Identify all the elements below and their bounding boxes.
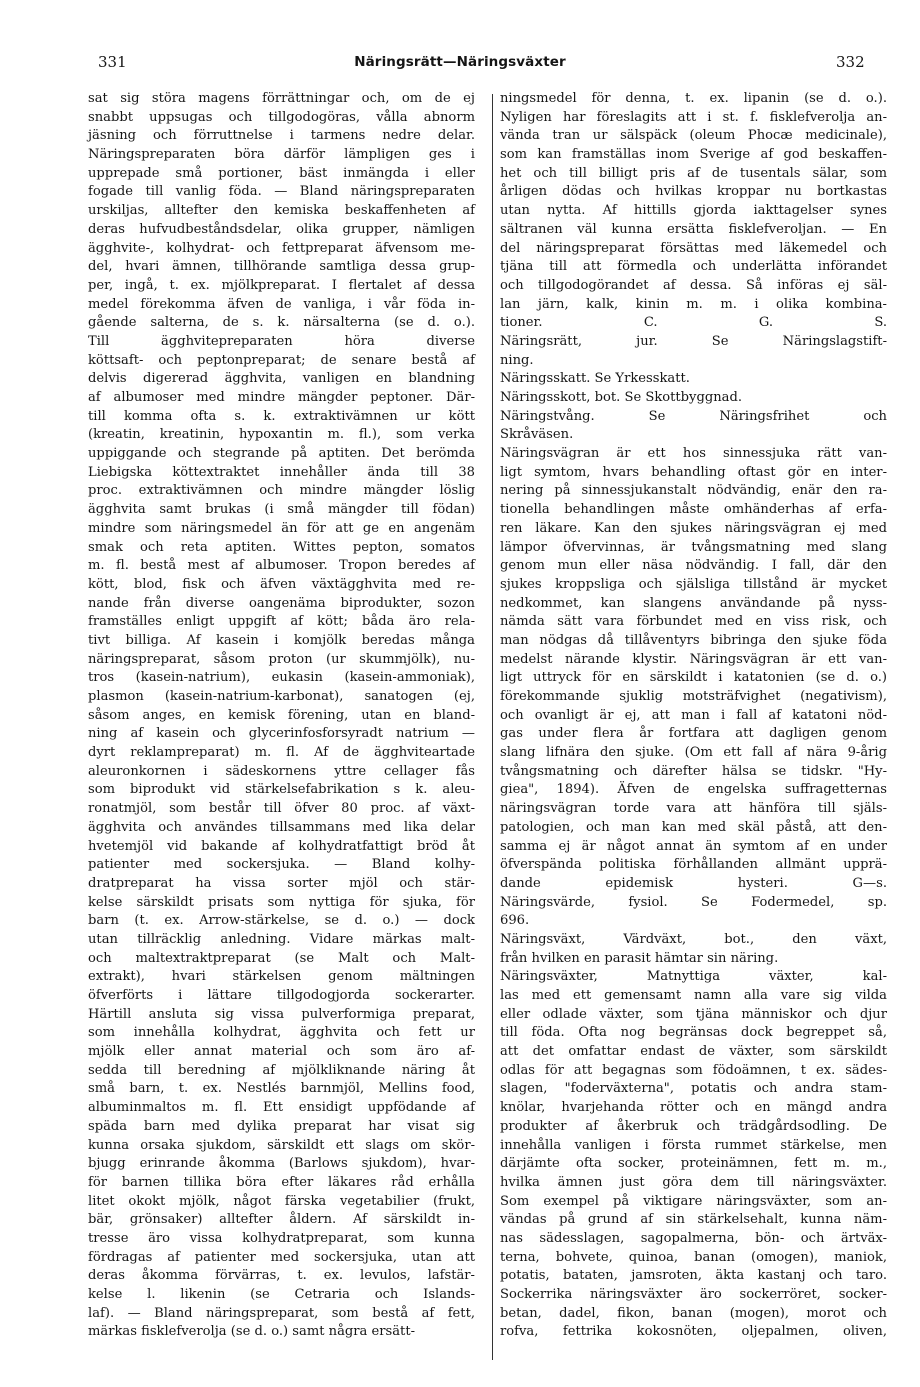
- text-line: man nödgas då tillåventyrs bibringa den sjuke föda: [500, 632, 887, 648]
- text-line: därjämte ofta socker, proteinämnen, fett m. m.,: [500, 1156, 887, 1172]
- text-line: Näringspreparaten böra därför lämpligen ges i: [88, 147, 475, 163]
- text-line: produkter af åkerbruk och trädgårdsodling. De: [500, 1118, 887, 1134]
- text-line: öfverförts i lättare tillgodogjorda sockerarter.: [88, 988, 475, 1003]
- text-line: del näringspreparat försättas med läkemedel och: [500, 240, 887, 256]
- text-line: medel förekomma äfven de vanliga, i vår föda in-: [88, 296, 475, 312]
- text-line: extrakt), hvari stärkelsen genom mältningen: [88, 969, 475, 985]
- text-line: vändas på grund af sin stärkelsehalt, kunna näm-: [500, 1212, 887, 1228]
- text-line: odlas för att begagnas som födoämnen, t ex. sädes-: [500, 1062, 887, 1078]
- text-line: terna, bohvete, quinoa, banan (omogen), maniok,: [500, 1249, 887, 1265]
- text-line: nedkommet, kan slangens användande på nyss-: [500, 595, 887, 611]
- text-line: genom mun eller näsa nödvändig. I fall, där den: [500, 558, 887, 574]
- text-line: patologien, och man kan med skäl påstå, att den-: [500, 819, 887, 835]
- text-line: snabbt uppsugas och tillgodogöras, vålla abnorm: [88, 109, 475, 125]
- text-line: utan tillräcklig anledning. Vidare märkas malt-: [88, 931, 475, 947]
- text-line: Näringsväxter, Matnyttiga växter, kal-: [500, 969, 887, 985]
- text-line: Näringsskatt. Se Yrkesskatt.: [500, 371, 690, 387]
- text-line: lan järn, kalk, kinin m. m. i olika kombina-: [500, 296, 887, 312]
- text-line: delvis digererad ägghvita, vanligen en blandning: [88, 371, 475, 387]
- text-line: albuminmaltos m. fl. Ett ensidigt uppfödande af: [88, 1100, 475, 1116]
- text-line: kött, blod, fisk och äfven växtägghvita med re-: [88, 576, 475, 592]
- text-line: såsom anges, en kemisk förening, utan en bland-: [88, 707, 475, 723]
- text-line: medelst närande klystir. Näringsvägran är ett van-: [500, 651, 887, 667]
- text-line: het och till billigt pris af de tusentals sälar, som: [500, 165, 887, 181]
- text-line: ning.: [500, 352, 534, 368]
- text-line: litet okokt mjölk, något färska vegetabilier (frukt,: [88, 1193, 475, 1209]
- text-line: och ovanligt är ej, att man i fall af katatoni nöd-: [500, 707, 887, 723]
- text-line: Nyligen har föreslagits att i st. f. fisklefverolja an-: [500, 109, 887, 125]
- text-line: Skråväsen.: [500, 427, 574, 443]
- text-line: utan nytta. Af hittills gjorda iakttagelser synes: [500, 203, 887, 219]
- text-line: per, ingå, t. ex. mjölkpreparat. I flertalet af dessa: [88, 277, 475, 293]
- text-line: små barn, t. ex. Nestlés barnmjöl, Mellins food,: [88, 1081, 475, 1097]
- text-line: gas under flera år fortfara att dagligen genom: [500, 726, 887, 742]
- text-line: näringspreparat, såsom proton (ur skummjölk), nu-: [88, 651, 475, 667]
- text-line: lämpor öfvervinnas, är tvångsmatning med slang: [500, 539, 887, 555]
- text-line: Liebigska köttextraktet innehåller ända till 38: [88, 464, 475, 480]
- text-line: Näringsväxt, Värdväxt, bot., den växt,: [500, 931, 887, 947]
- text-line: tvångsmatning och därefter hälsa se tidskr. "Hy-: [500, 763, 887, 779]
- text-line: del, hvari ämnen, tillhörande samtliga dessa grup-: [88, 259, 475, 275]
- text-line: och tillgodogörandet af dessa. Så införas ej säl-: [500, 277, 887, 293]
- text-line: barn (t. ex. Arrow-stärkelse, se d. o.) — dock: [88, 913, 475, 929]
- text-line: tresse äro vissa kolhydratpreparat, som kunna: [88, 1230, 475, 1246]
- text-line: från hvilken en parasit hämtar sin näring.: [500, 950, 779, 966]
- text-line: kelse särskildt prisats som nyttiga för sjuka, för: [88, 894, 475, 910]
- text-line: sedda till beredning af mjölkliknande näring åt: [88, 1062, 475, 1078]
- text-line: ronatmjöl, som består till öfver 80 proc. af växt-: [88, 801, 475, 817]
- text-line: nas sädesslagen, sagopalmerna, bön- och ärtväx-: [500, 1230, 887, 1246]
- text-line: rofva, fettrika kokosnöten, oljepalmen, oliven,: [500, 1324, 887, 1340]
- text-line: plasmon (kasein-natrium-karbonat), sanatogen (ej,: [88, 689, 475, 704]
- text-line: uppiggande och stegrande på aptiten. Det berömda: [88, 446, 475, 462]
- text-line: jäsning och förruttnelse i tarmens nedre delar.: [88, 128, 475, 144]
- text-line: 696.: [500, 913, 530, 929]
- text-line: nering på sinnessjukanstalt nödvändig, enär den ra-: [500, 483, 887, 499]
- text-line: tjäna till att förmedla och underlätta införandet: [500, 259, 887, 275]
- text-line: dyrt reklampreparat) m. fl. Af de ägghviteartade: [88, 745, 475, 761]
- text-line: Till ägghvitepreparaten höra diverse: [88, 333, 475, 349]
- text-line: tionella behandlingen måste omhänderhas af erfa-: [500, 502, 887, 518]
- text-line: ägghvita samt brukas (i små mängder till födan): [88, 502, 475, 518]
- text-line: Sockerrika näringsväxter äro sockerröret, socker-: [500, 1287, 887, 1302]
- text-line: giea", 1894). Äfven de engelska suffragetternas: [500, 782, 887, 798]
- text-line: ligt uttryck för en särskildt i katatonien (se d. o.): [500, 670, 887, 686]
- column-divider: [492, 94, 493, 1360]
- text-line: som innehålla kolhydrat, ägghvita och fett ur: [88, 1025, 475, 1041]
- right-column: [500, 90, 887, 1342]
- text-line: gående salterna, de s. k. närsalterna (se d. o.).: [88, 315, 475, 331]
- text-line: (kreatin, kreatinin, hypoxantin m. fl.), som verka: [88, 427, 475, 443]
- text-line: innehålla vanligen i första rummet stärkelse, men: [500, 1137, 887, 1153]
- text-line: bär, grönsaker) alltefter åldern. Af särskildt in-: [88, 1212, 475, 1228]
- text-line: mjölk eller annat material och som äro af-: [88, 1044, 475, 1060]
- text-line: eller odlade växter, som tjäna människor och djur: [500, 1006, 887, 1022]
- text-line: för barnen tillika böra efter läkares råd erhålla: [88, 1174, 475, 1190]
- text-line: ningsmedel för denna, t. ex. lipanin (se d. o.).: [500, 91, 887, 106]
- text-line: deras hufvudbeståndsdelar, olika grupper, nämligen: [88, 221, 475, 237]
- text-line: Härtill ansluta sig vissa pulverformiga preparat,: [88, 1006, 475, 1022]
- text-line: att det omfattar endast de växter, som särskildt: [500, 1044, 887, 1060]
- text-line: ning af kasein och glycerinfosforsyradt natrium —: [88, 726, 475, 742]
- text-line: späda barn med dylika preparat har visat sig: [88, 1118, 475, 1134]
- text-line: slang lifnära den sjuke. (Om ett fall af nära 9-årig: [500, 745, 887, 761]
- text-line: köttsaft- och peptonpreparat; de senare bestå af: [88, 352, 475, 368]
- text-line: nande från diverse oangenäma biprodukter, sozon: [88, 595, 475, 611]
- text-line: samma ej är något annat än symtom af en under: [500, 838, 887, 854]
- text-line: laf). — Bland näringspreparat, som bestå af fett,: [88, 1305, 475, 1321]
- text-line: las med ett gemensamt namn alla vare sig vilda: [500, 988, 887, 1003]
- text-line: fördragas af patienter med sockersjuka, utan att: [88, 1249, 475, 1265]
- text-line: betan, dadel, fikon, banan (mogen), morot och: [500, 1305, 887, 1321]
- running-title: Näringsrätt—Näringsväxter: [354, 54, 566, 70]
- text-line: sältranen väl kunna ersätta fisklefveroljan. — En: [500, 221, 887, 237]
- text-line: och maltextraktpreparat (se Malt och Malt-: [88, 950, 475, 966]
- text-line: Näringsvärde, fysiol. Se Fodermedel, sp.: [500, 894, 887, 910]
- text-line: deras åkomma förvärras, t. ex. levulos, lafstär-: [88, 1268, 475, 1284]
- text-line: bjugg erinrande åkomma (Barlows sjukdom), hvar-: [88, 1156, 475, 1172]
- text-line: Som exempel på viktigare näringsväxter, som an-: [500, 1193, 887, 1209]
- text-line: aleuronkornen i sädeskornens yttre cellager fås: [88, 763, 475, 779]
- text-line: Näringsvägran är ett hos sinnessjuka rätt van-: [500, 446, 887, 462]
- text-line: Näringsrätt, jur. Se Näringslagstift-: [500, 333, 887, 349]
- text-line: tros (kasein-natrium), eukasin (kasein-ammoniak),: [88, 670, 475, 686]
- text-line: mindre som näringsmedel än för att ge en angenäm: [88, 520, 475, 536]
- text-line: kunna orsaka sjukdom, särskildt ett slags om skör-: [88, 1137, 475, 1153]
- text-line: upprepade små portioner, bäst inmängda i eller: [88, 165, 475, 181]
- text-line: af albumoser med mindre mängder peptoner. Där-: [88, 390, 475, 405]
- text-line: dande epidemisk hysteri. G—s.: [500, 875, 887, 891]
- text-line: till föda. Ofta nog begränsas dock begreppet så,: [500, 1025, 887, 1041]
- text-line: urskiljas, alltefter den kemiska beskaffenheten af: [88, 203, 475, 219]
- text-line: fogade till vanlig föda. — Bland näringspreparaten: [88, 184, 475, 200]
- text-line: patienter med sockersjuka. — Bland kolhy-: [88, 857, 475, 873]
- text-line: vända tran ur sälspäck (oleum Phocæ medicinale),: [500, 128, 887, 144]
- text-line: förekommande sjuklig motsträfvighet (negativism),: [500, 689, 887, 704]
- text-line: ägghvite-, kolhydrat- och fettpreparat äfvensom me-: [88, 240, 475, 256]
- text-line: sat sig störa magens förrättningar och, om de ej: [88, 91, 475, 106]
- text-line: näringsvägran torde vara att hänföra till själs-: [500, 801, 887, 817]
- text-line: kelse l. likenin (se Cetraria och Islands-: [88, 1287, 475, 1302]
- text-line: årligen dödas och hvilkas kroppar nu bortkastas: [500, 184, 887, 200]
- text-line: ligt symtom, hvars behandling oftast gör en inter-: [500, 464, 887, 480]
- text-line: hvetemjöl vid bakande af kolhydratfattigt bröd åt: [88, 838, 475, 854]
- text-line: tioner. C. G. S.: [500, 315, 887, 331]
- text-line: framställes enligt uppgift af kött; båda äro rela-: [88, 614, 475, 630]
- left-column: [88, 90, 475, 1342]
- text-line: potatis, bataten, jamsroten, äkta kastanj och taro.: [500, 1268, 887, 1284]
- text-line: tivt billiga. Af kasein i komjölk beredas många: [88, 632, 475, 648]
- text-line: sjukes kroppsliga och själsliga tillstånd är mycket: [500, 576, 887, 592]
- text-line: slagen, "foderväxterna", potatis och andra stam-: [500, 1081, 887, 1097]
- text-line: proc. extraktivämnen och mindre mängder löslig: [88, 483, 475, 499]
- text-line: ren läkare. Kan den sjukes näringsvägran ej med: [500, 520, 887, 536]
- text-line: smak och reta aptiten. Wittes pepton, somatos: [88, 539, 475, 555]
- text-line: öfverspända politiska förhållanden allmänt upprä-: [500, 857, 887, 873]
- text-line: m. fl. bestå mest af albumoser. Tropon beredes af: [88, 558, 475, 574]
- text-line: som biprodukt vid stärkelsefabrikation s k. aleu-: [88, 782, 475, 798]
- text-line: dratpreparat ha vissa sorter mjöl och stär-: [88, 875, 475, 891]
- text-line: till komma ofta s. k. extraktivämnen ur kött: [88, 408, 475, 424]
- text-line: hvilka ämnen just göra dem till näringsväxter.: [500, 1174, 887, 1190]
- text-line: nämda sätt vara förbundet med en viss risk, och: [500, 614, 887, 630]
- text-line: Näringsskott, bot. Se Skottbyggnad.: [500, 390, 742, 405]
- text-line: knölar, hvarjehanda rötter och en mängd andra: [500, 1100, 887, 1116]
- text-line: märkas fisklefverolja (se d. o.) samt några ersätt-: [88, 1324, 416, 1340]
- page-number-right: 332: [836, 53, 865, 71]
- text-line: ägghvita och användes tillsammans med lika delar: [88, 819, 475, 835]
- page-number-left: 331: [98, 53, 127, 71]
- text-line: som kan framställas inom Sverige af god beskaffen-: [500, 147, 887, 163]
- text-line: Näringstvång. Se Näringsfrihet och: [500, 408, 887, 424]
